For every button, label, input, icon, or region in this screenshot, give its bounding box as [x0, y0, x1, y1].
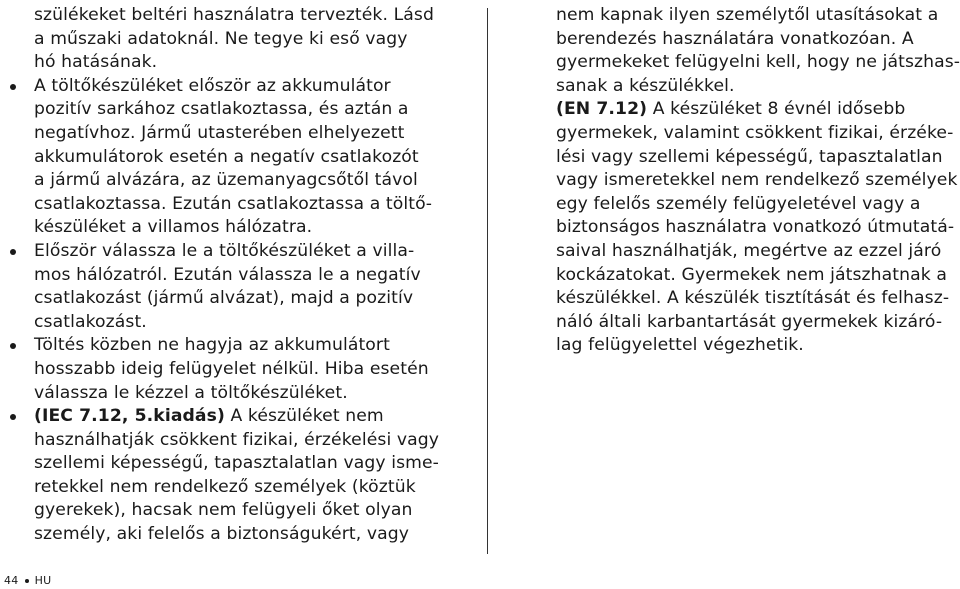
text-line: biztonságos használatra vonatkozó útmutatá- [556, 217, 955, 238]
text-line: lag felügyelettel végezhetik. [556, 335, 804, 356]
text-line: válassza le kézzel a töltőkészüléket. [34, 382, 348, 403]
text-line: a jármű alvázára, az üzemanyagcsőtől távol [34, 170, 418, 191]
bullet-icon [10, 414, 16, 420]
text-line: Töltés közben ne hagyja az akkumulátort [34, 335, 390, 356]
text-line: berendezés használatára vonatkozóan. A [556, 28, 914, 49]
text-line: egy felelős személy felügyeletével vagy a [556, 193, 921, 214]
continuation-paragraph [556, 4, 960, 98]
right-column [556, 4, 960, 358]
text-line: személy, aki felelős a biztonságukért, vagy [34, 524, 410, 545]
text-line: csatlakoztassa. Ezután csatlakoztassa a töltő- [34, 193, 433, 214]
text-line: nem kapnak ilyen személytől utasításokat a [556, 5, 939, 25]
page-number: 44 [4, 574, 19, 587]
iec-reference: (IEC 7.12, 5.kiadás) [34, 406, 225, 427]
text-line: lési vagy szellemi képességű, tapasztalatlan [556, 146, 943, 167]
column-divider [487, 8, 488, 554]
text-line: A készüléket nem [224, 406, 384, 427]
text-line: A töltőkészüléket először az akkumulátor [34, 75, 391, 96]
en-paragraph [556, 98, 956, 358]
text-line: szellemi képességű, tapasztalatlan vagy isme- [34, 453, 439, 474]
text-line: sanak a készülékkel. [556, 75, 735, 96]
bullet-icon [10, 249, 16, 255]
text-line: náló általi karbantartását gyermekek kizáró- [556, 311, 943, 332]
text-line: hó hatásának. [34, 52, 158, 73]
text-line: készülékkel. A készülék tisztítását és felhasz- [556, 288, 950, 309]
text-line: kockázatokat. Gyermekek nem játszhatnak a [556, 264, 947, 285]
text-line: gyermekek, valamint csökkent fizikai, érzéke- [556, 122, 954, 143]
en-reference: (EN 7.12) [556, 99, 648, 120]
page-footer [4, 574, 52, 587]
text-line: készüléket a villamos hálózatra. [34, 217, 313, 238]
bullet-item-connect [34, 75, 464, 240]
language-code: HU [34, 574, 52, 587]
text-line: csatlakozást (jármű alvázat), majd a pozitív [34, 288, 414, 309]
text-line: pozitív sarkához csatlakoztassa, és aztán a [34, 99, 409, 120]
text-line: szülékeket beltéri használatra tervezték. Lásd [34, 5, 434, 25]
text-line: vagy ismeretekkel nem rendelkező személyek [556, 170, 958, 191]
text-line: csatlakozást. [34, 311, 147, 332]
text-line: negatívhoz. Jármű utasterében elhelyezett [34, 122, 405, 143]
text-line: retekkel nem rendelkező személyek (köztük [34, 476, 416, 497]
bullet-item-disconnect [34, 240, 464, 334]
text-line: A készüléket 8 évnél idősebb [647, 99, 906, 120]
text-line: gyerekek), hacsak nem felügyeli őket olyan [34, 500, 413, 521]
left-column [34, 4, 464, 547]
text-line: a műszaki adatoknál. Ne tegye ki eső vagy [34, 28, 408, 49]
intro-paragraph [34, 4, 464, 75]
text-line: hosszabb ideig felügyelet nélkül. Hiba esetén [34, 358, 429, 379]
text-line: használhatják csökkent fizikai, érzékelési vagy [34, 429, 440, 450]
bullet-separator-icon [25, 579, 29, 583]
text-line: akkumulátorok esetén a negatív csatlakozót [34, 146, 419, 167]
text-line: saival használhatják, megértve az ezzel járó [556, 240, 942, 261]
text-line: gyermekeket felügyelni kell, hogy ne játszhas- [556, 52, 960, 73]
text-line: mos hálózatról. Ezután válassza le a negatív [34, 264, 421, 285]
bullet-icon [10, 84, 16, 90]
bullet-item-supervision [34, 334, 464, 405]
bullet-icon [10, 343, 16, 349]
text-line: Először válassza le a töltőkészüléket a villa- [34, 240, 415, 261]
bullet-item-iec [34, 405, 464, 547]
